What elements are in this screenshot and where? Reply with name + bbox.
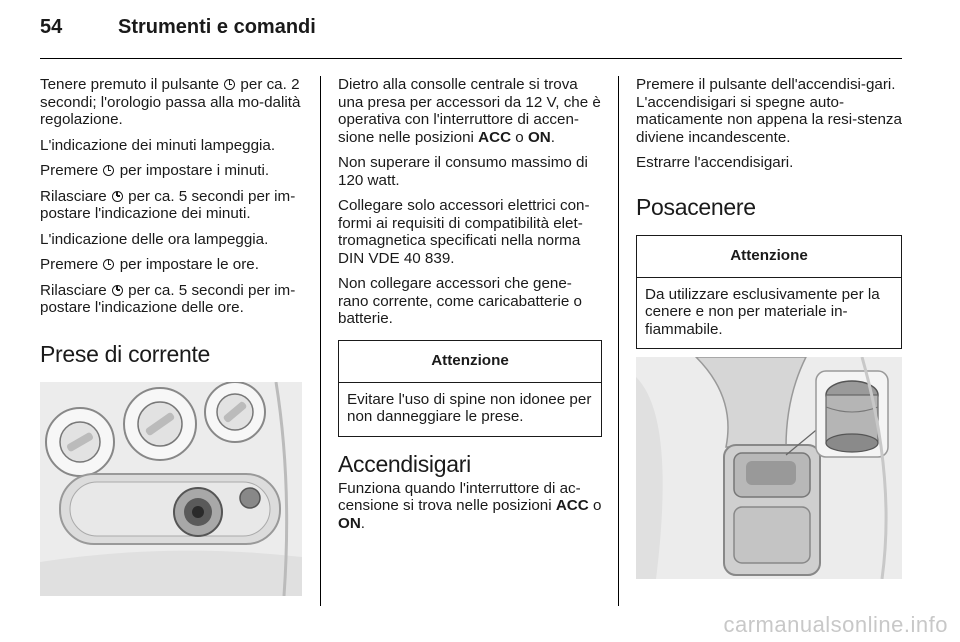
paragraph-release-minutes: Rilasciare per ca. 5 secondi per im-postare l'indicazione dei minuti. [40, 187, 296, 222]
watermark: carmanualsonline.info [723, 612, 948, 637]
warning-title: Attenzione [339, 341, 601, 383]
clock-icon [103, 259, 114, 270]
paragraph-compatible-accessories: Collegare solo accessori elettrici con-formi ai requisiti di compatibilità elet-tromagnetica specificati nella norma DIN VDE 40 839. [338, 197, 590, 267]
warning-text: Evitare l'uso di spine non idonee per non danneggiare le prese. [347, 390, 592, 425]
column-1 [40, 76, 302, 596]
illustration-ashtray [636, 357, 902, 579]
clock-icon [224, 79, 235, 90]
clock-icon [112, 285, 123, 296]
column-divider-2 [618, 76, 619, 606]
paragraph-lighter-operation: Funziona quando l'interruttore di ac-censione si trova nelle posizioni ACC o ON. [338, 479, 602, 532]
heading-posacenere: Posacenere [636, 193, 756, 220]
header-divider [40, 58, 902, 59]
column-2 [338, 76, 602, 540]
paragraph-set-minutes: Premere per impostare i minuti. [40, 162, 270, 179]
paragraph-set-hours: Premere per impostare le ore. [40, 256, 259, 273]
warning-box-plugs [338, 340, 602, 437]
column-divider-1 [320, 76, 321, 606]
page-header [40, 16, 900, 46]
paragraph-remove-lighter: Estrarre l'accendisigari. [636, 154, 794, 171]
power-outlet-drawing [40, 382, 302, 596]
heading-accendisigari: Accendisigari [338, 450, 471, 477]
column-3 [636, 76, 902, 579]
paragraph-hold-button: Tenere premuto il pulsante per ca. 2 secondi; l'orologio passa alla mo-dalità regolazione. [40, 76, 301, 128]
page-title: Strumenti e comandi [118, 16, 316, 38]
paragraph-release-hours: Rilasciare per ca. 5 secondi per im-postare l'indicazione delle ore. [40, 281, 296, 316]
paragraph-power-outlet: Dietro alla consolle centrale si trova una presa per accessori da 12 V, che è operativa con l'interruttore di accen-sione nelle posizioni ACC o ON. [338, 76, 601, 146]
paragraph-hours-blink: L'indicazione delle ora lampeggia. [40, 230, 269, 248]
paragraph-minutes-blink: L'indicazione dei minuti lampeggia. [40, 136, 276, 154]
warning-title: Attenzione [637, 236, 901, 278]
clock-icon [103, 165, 114, 176]
paragraph-no-generators: Non collegare accessori che gene-rano corrente, come caricabatterie o batterie. [338, 275, 582, 327]
clock-icon [112, 191, 123, 202]
illustration-power-outlet [40, 382, 302, 596]
warning-box-ashtray [636, 235, 902, 350]
heading-prese-di-corrente: Prese di corrente [40, 340, 211, 367]
ashtray-drawing [636, 357, 902, 579]
paragraph-max-consumption: Non superare il consumo massimo di 120 watt. [338, 154, 588, 189]
paragraph-press-lighter: Premere il pulsante dell'accendisi-gari. L'accendisigari si spegne auto-maticamente non appena la resi-stenza diviene incandescente. [636, 76, 902, 146]
warning-text: Da utilizzare esclusivamente per la cenere e non per materiale in-fiammabile. [645, 285, 880, 338]
page-number: 54 [40, 16, 63, 38]
